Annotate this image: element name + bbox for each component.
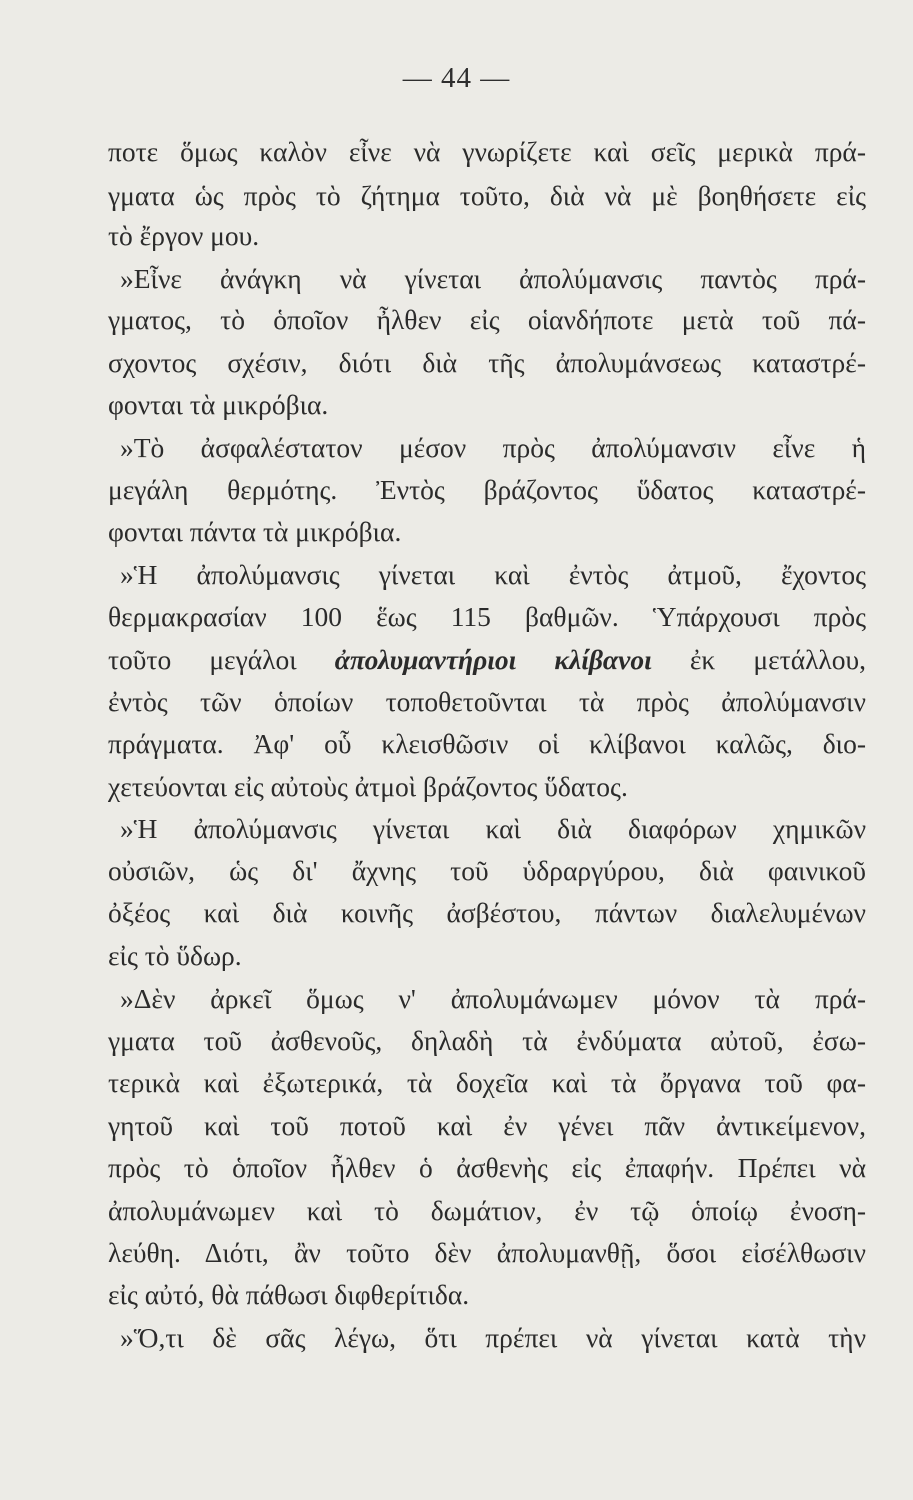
text-line: »Ὅ,τι δὲ σᾶς λέγω, ὅτι πρέπει νὰ γίνεται κατὰ τὴν [120, 1322, 866, 1353]
text-line-with-emphasis [108, 638, 866, 682]
text-line: μεγάλη θερμότης. Ἐντὸς βράζοντος ὕδατος καταστρέ- [108, 474, 866, 505]
text-line: χετεύονται εἰς αὐτοὺς ἀτμοὶ βράζοντος ὕδατος. [108, 771, 628, 802]
text-line: γματος, τὸ ὁποῖον ἦλθεν εἰς οἱανδήποτε μετὰ τοῦ πά- [108, 304, 866, 335]
text-line: σχοντος σχέσιν, διότι διὰ τῆς ἀπολυμάνσεως καταστρέ- [108, 347, 866, 378]
text-line: εἰς αὐτό, θὰ πάθωσι διφθερίτιδα. [108, 1279, 470, 1310]
text-line: θερμακρασίαν 100 ἕως 115 βαθμῶν. Ὑπάρχουσι πρὸς [108, 601, 866, 632]
text-line: ὀξέος καὶ διὰ κοινῆς ἀσβέστου, πάντων διαλελυμένων [108, 897, 866, 928]
text-line: ποτε ὅμως καλὸν εἶνε νὰ γνωρίζετε καὶ σεῖς μερικὰ πρά- [108, 136, 866, 167]
emphasized-term: ἀπολυμαντήριοι κλίβανοι [334, 644, 652, 675]
text-line: »Δὲν ἀρκεῖ ὅμως ν' ἀπολυμάνωμεν μόνον τὰ πρά- [120, 983, 866, 1014]
text-line: οὐσιῶν, ὡς δι' ἄχνης τοῦ ὑδραργύρου, διὰ φαινικοῦ [108, 855, 866, 886]
text-line: πρὸς τὸ ὁποῖον ἦλθεν ὁ ἀσθενὴς εἰς ἐπαφήν. Πρέπει νὰ [108, 1152, 866, 1183]
text-line: λεύθη. Διότι, ἂν τοῦτο δὲν ἀπολυμανθῇ, ὅσοι εἰσέλθωσιν [108, 1237, 866, 1268]
text-line: γματα τοῦ ἀσθενοῦς, δηλαδὴ τὰ ἐνδύματα αὐτοῦ, ἐσω- [108, 1025, 866, 1056]
text-line: »Ἡ ἀπολύμανσις γίνεται καὶ ἐντὸς ἀτμοῦ, ἔχοντος [120, 559, 866, 590]
text-line: τερικὰ καὶ ἐξωτερικά, τὰ δοχεῖα καὶ τὰ ὄργανα τοῦ φα- [108, 1067, 866, 1098]
text-line: »Ἡ ἀπολύμανσις γίνεται καὶ διὰ διαφόρων χημικῶν [120, 813, 866, 844]
text-line: γματα ὡς πρὸς τὸ ζήτημα τοῦτο, διὰ νὰ μὲ βοηθήσετε εἰς [108, 180, 866, 211]
text-line: τὸ ἔργον μου. [108, 220, 260, 251]
text-line: φονται πάντα τὰ μικρόβια. [108, 516, 402, 547]
text-line: εἰς τὸ ὕδωρ. [108, 940, 242, 971]
text-line: γητοῦ καὶ τοῦ ποτοῦ καὶ ἐν γένει πᾶν ἀντικείμενον, [108, 1110, 866, 1141]
text-line: φονται τὰ μικρόβια. [108, 389, 329, 420]
text-line: »Τὸ ἀσφαλέστατον μέσον πρὸς ἀπολύμανσιν εἶνε ἡ [120, 432, 866, 463]
text-line: »Εἶνε ἀνάγκη νὰ γίνεται ἀπολύμανσις παντὸς πρά- [120, 263, 866, 294]
text-segment: τοῦτο μεγάλοι [108, 644, 297, 675]
text-line: ἐντὸς τῶν ὁποίων τοποθετοῦνται τὰ πρὸς ἀπολύμανσιν [108, 686, 866, 717]
text-line: πράγματα. Ἀφ' οὗ κλεισθῶσιν οἱ κλίβανοι καλῶς, διο- [108, 728, 866, 759]
text-segment: ἐκ μετάλλου, [689, 644, 867, 675]
text-line: ἀπολυμάνωμεν καὶ τὸ δωμάτιον, ἐν τῷ ὁποίῳ ἐνοση- [108, 1195, 866, 1226]
page-number: — 44 — [402, 62, 511, 94]
